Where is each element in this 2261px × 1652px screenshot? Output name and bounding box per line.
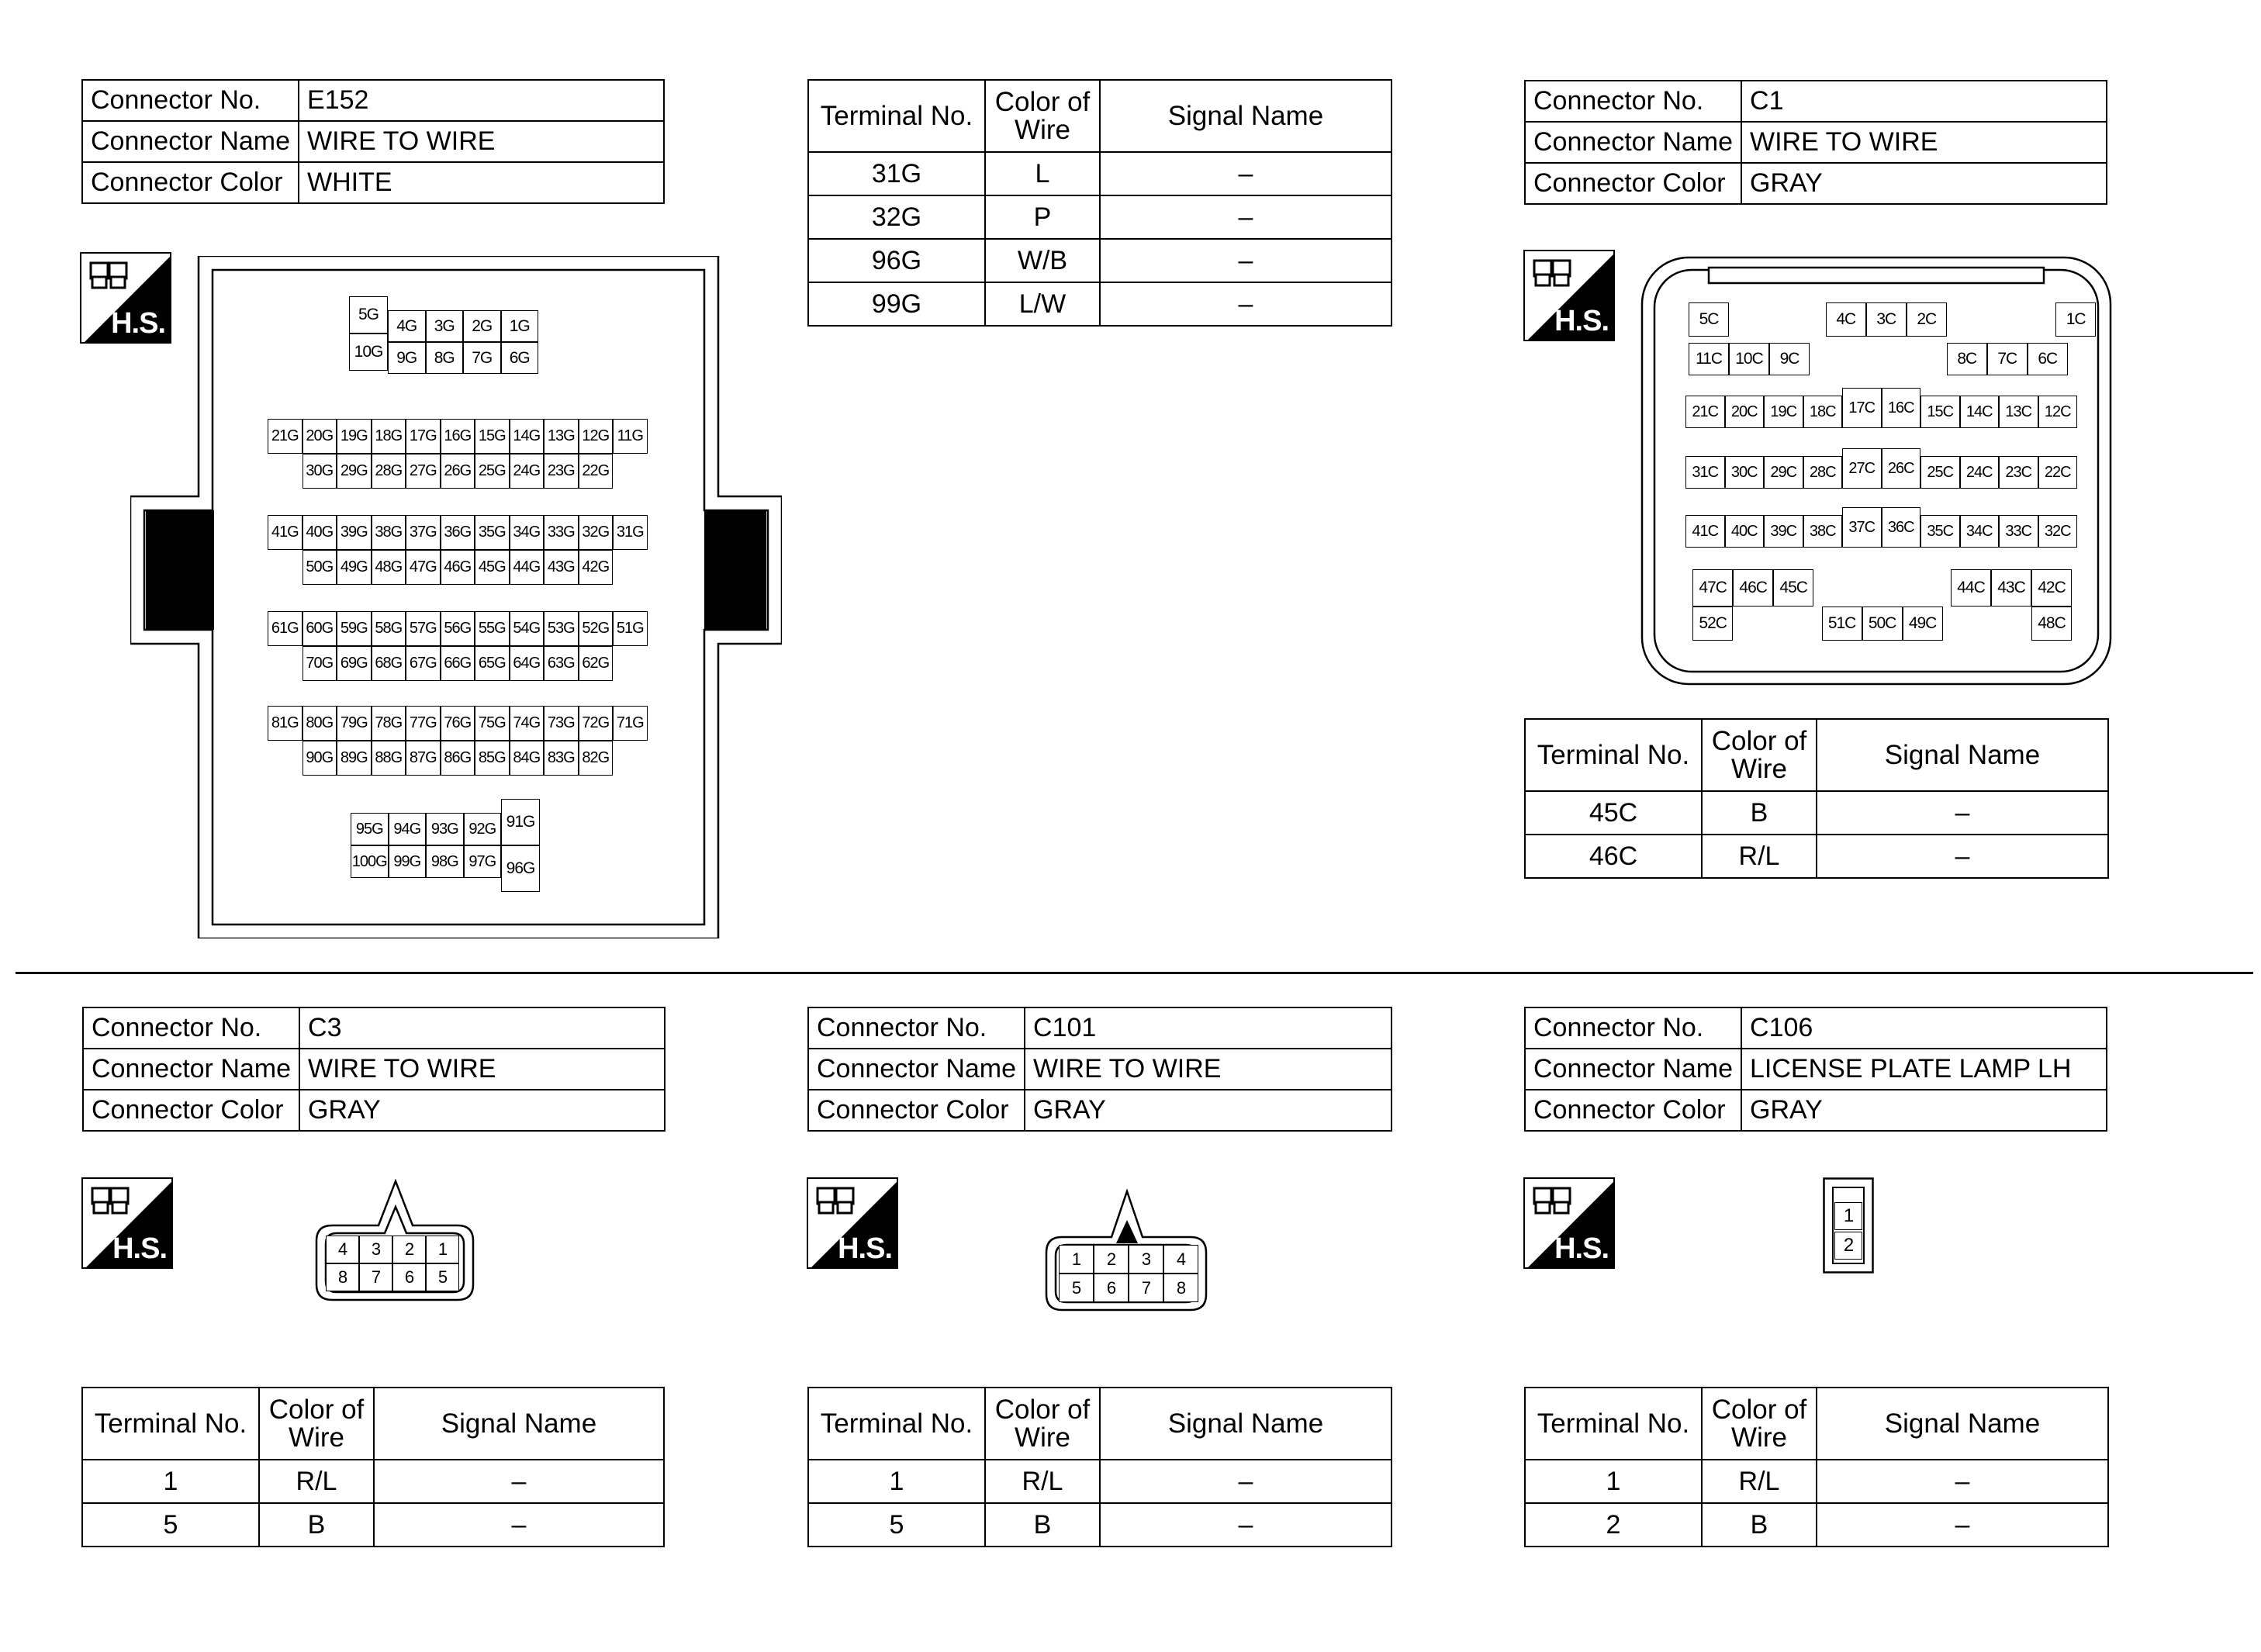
cavity-37C: 37C [1842,507,1882,548]
harness-side-icon [1523,1177,1615,1269]
cavity-50G: 50G [303,550,337,585]
cavity-52G: 52G [579,611,614,646]
cavity-39C: 39C [1764,515,1803,548]
connector-color-value: WHITE [299,162,664,203]
cavity-37G: 37G [406,515,441,550]
table-row: 5 B – [82,1503,664,1547]
cavity-5G: 5G [349,296,388,334]
cavity-29C: 29C [1764,456,1803,489]
cavity-46G: 46G [441,550,475,585]
connector-color-value: GRAY [1741,163,2107,204]
connector-name-value: WIRE TO WIRE [1025,1049,1392,1090]
signal-name-header: Signal Name [1100,1388,1392,1460]
cavity-53G: 53G [544,611,579,646]
cavity-75G: 75G [475,706,510,741]
cavity-36C: 36C [1882,507,1921,548]
table-row: 5 B – [808,1503,1392,1547]
cavity-54G: 54G [510,611,545,646]
cavity-93G: 93G [426,813,464,845]
connector-info-c106 [1524,1007,2107,1132]
cavity-2C: 2C [1907,302,1947,337]
cavity-8C: 8C [1947,343,1987,375]
cavity-43G: 43G [544,550,579,585]
connector-color-label: Connector Color [1525,1090,1741,1131]
cavity-7G: 7G [463,342,501,374]
cavity-24G: 24G [510,454,545,489]
cavity-49C: 49C [1903,607,1943,641]
cavity-3: 3 [1129,1245,1163,1274]
cavity-83G: 83G [544,741,579,776]
terminal-no-header: Terminal No. [808,1388,985,1460]
terminal-table-c3 [81,1387,665,1547]
table-row: 1 R/L – [82,1460,664,1503]
cavity-14C: 14C [1960,396,2000,428]
cavity-20C: 20C [1725,396,1765,428]
cavity-95G: 95G [351,813,389,845]
connector-color-label: Connector Color [82,162,299,203]
cavity-38G: 38G [372,515,406,550]
connector-diagram-c101 [1043,1189,1210,1313]
cavity-14G: 14G [510,419,545,454]
cavity-13G: 13G [544,419,579,454]
section-divider [16,972,2253,974]
cavity-1: 1 [1834,1202,1862,1230]
cavity-44G: 44G [510,550,545,585]
cavity-2G: 2G [463,310,501,342]
connector-name-value: WIRE TO WIRE [299,1049,665,1090]
table-row: 96G W/B – [808,239,1392,282]
cavity-61G: 61G [268,611,303,646]
cavity-4C: 4C [1826,302,1866,337]
cavity-7: 7 [1129,1274,1163,1302]
connector-color-value: GRAY [299,1090,665,1131]
cavity-63G: 63G [544,646,579,681]
cavity-25C: 25C [1920,456,1960,489]
cavity-4: 4 [326,1236,359,1263]
cavity-9G: 9G [388,342,426,374]
connector-no-value: E152 [299,80,664,121]
cavity-28C: 28C [1803,456,1843,489]
cavity-88G: 88G [372,741,406,776]
cavity-26G: 26G [441,454,475,489]
connector-info-c1 [1524,80,2107,205]
table-row: 1 R/L – [1525,1460,2108,1503]
cavity-40G: 40G [303,515,337,550]
connector-diagram-c1 [1640,256,2114,686]
terminal-table-c1 [1524,718,2109,879]
cavity-26C: 26C [1882,448,1921,489]
cavity-30G: 30G [303,454,337,489]
wire-color-header: Color of Wire [985,1388,1100,1460]
terminal-no-header: Terminal No. [1525,719,1702,791]
cavity-33G: 33G [544,515,579,550]
cavity-8: 8 [326,1263,359,1291]
cavity-2: 2 [392,1236,426,1263]
table-row: 32G P – [808,195,1392,239]
cavity-47C: 47C [1692,569,1733,607]
cavity-1: 1 [1059,1245,1094,1274]
cavity-31G: 31G [613,515,648,550]
connector-no-value: C106 [1741,1007,2107,1049]
cavity-40C: 40C [1725,515,1765,548]
connector-no-label: Connector No. [1525,1007,1741,1049]
cavity-60G: 60G [303,611,337,646]
connector-no-value: C3 [299,1007,665,1049]
cavity-49G: 49G [337,550,372,585]
cavity-22C: 22C [2038,456,2078,489]
cavity-39G: 39G [337,515,372,550]
cavity-42G: 42G [579,550,614,585]
cavity-96G: 96G [501,845,540,892]
harness-side-icon [807,1177,898,1269]
terminal-table-c101 [807,1387,1392,1547]
cavity-52C: 52C [1692,607,1733,641]
cavity-48C: 48C [2031,607,2072,641]
connector-info-c3 [82,1007,666,1132]
cavity-33C: 33C [1999,515,2038,548]
cavity-16C: 16C [1882,388,1921,428]
cavity-45G: 45G [475,550,510,585]
cavity-68G: 68G [372,646,406,681]
cavity-56G: 56G [441,611,475,646]
cavity-59G: 59G [337,611,372,646]
cavity-21C: 21C [1685,396,1725,428]
cavity-6C: 6C [2028,343,2068,375]
cavity-87G: 87G [406,741,441,776]
cavity-27G: 27G [406,454,441,489]
cavity-78G: 78G [372,706,406,741]
cavity-46C: 46C [1733,569,1773,607]
cavity-6: 6 [392,1263,426,1291]
cavity-19C: 19C [1764,396,1803,428]
cavity-7C: 7C [1987,343,2028,375]
cavity-15G: 15G [475,419,510,454]
connector-name-value: LICENSE PLATE LAMP LH [1741,1049,2107,1090]
connector-diagram-c106 [1823,1177,1874,1274]
cavity-19G: 19G [337,419,372,454]
terminal-table-c106 [1524,1387,2109,1547]
connector-name-value: WIRE TO WIRE [299,121,664,162]
cavity-32G: 32G [579,515,614,550]
connector-color-value: GRAY [1741,1090,2107,1131]
cavity-97G: 97G [464,845,502,878]
cavity-50C: 50C [1862,607,1903,641]
cavity-1: 1 [426,1236,459,1263]
table-row: 45C B – [1525,791,2108,835]
connector-no-label: Connector No. [82,80,299,121]
cavity-3G: 3G [426,310,464,342]
cavity-34G: 34G [510,515,545,550]
table-row: 1 R/L – [808,1460,1392,1503]
cavity-67G: 67G [406,646,441,681]
cavity-24C: 24C [1960,456,2000,489]
cavity-99G: 99G [389,845,427,878]
signal-name-header: Signal Name [1100,80,1392,152]
harness-side-icon [1523,250,1615,341]
connector-no-label: Connector No. [1525,81,1741,122]
cavity-27C: 27C [1842,448,1882,489]
cavity-29G: 29G [337,454,372,489]
cavity-10G: 10G [349,334,388,371]
cavity-47G: 47G [406,550,441,585]
cavity-2: 2 [1094,1245,1129,1274]
cavity-9C: 9C [1769,343,1810,375]
cavity-32C: 32C [2038,515,2078,548]
cavity-17G: 17G [406,419,441,454]
connector-diagram-e152 [130,256,782,938]
cavity-1G: 1G [501,310,539,342]
cavity-80G: 80G [303,706,337,741]
cavity-84G: 84G [510,741,545,776]
cavity-16G: 16G [441,419,475,454]
cavity-23G: 23G [544,454,579,489]
terminal-no-header: Terminal No. [82,1388,259,1460]
cavity-5C: 5C [1689,302,1729,337]
cavity-5: 5 [426,1263,459,1291]
connector-name-value: WIRE TO WIRE [1741,122,2107,163]
terminal-no-header: Terminal No. [1525,1388,1702,1460]
cavity-12C: 12C [2038,396,2078,428]
cavity-72G: 72G [579,706,614,741]
cavity-20G: 20G [303,419,337,454]
cavity-92G: 92G [464,813,502,845]
cavity-55G: 55G [475,611,510,646]
cavity-65G: 65G [475,646,510,681]
wire-color-header: Color of Wire [259,1388,374,1460]
wire-color-header: Color of Wire [1702,1388,1817,1460]
cavity-51C: 51C [1822,607,1862,641]
cavity-90G: 90G [303,741,337,776]
cavity-35C: 35C [1920,515,1960,548]
cavity-35G: 35G [475,515,510,550]
cavity-48G: 48G [372,550,406,585]
cavity-10C: 10C [1729,343,1769,375]
cavity-18G: 18G [372,419,406,454]
connector-no-value: C101 [1025,1007,1392,1049]
cavity-17C: 17C [1842,388,1882,428]
connector-info-e152 [81,79,665,204]
connector-color-value: GRAY [1025,1090,1392,1131]
cavity-28G: 28G [372,454,406,489]
cavity-89G: 89G [337,741,372,776]
cavity-79G: 79G [337,706,372,741]
connector-name-label: Connector Name [82,121,299,162]
cavity-11G: 11G [613,419,648,454]
cavity-94G: 94G [389,813,427,845]
connector-color-label: Connector Color [808,1090,1025,1131]
cavity-3: 3 [359,1236,392,1263]
connector-color-label: Connector Color [83,1090,299,1131]
cavity-23C: 23C [1999,456,2038,489]
cavity-77G: 77G [406,706,441,741]
cavity-7: 7 [359,1263,392,1291]
cavity-1C: 1C [2055,302,2096,337]
wire-color-header: Color of Wire [985,80,1100,152]
cavity-66G: 66G [441,646,475,681]
hs-label: H.S. [838,1232,892,1265]
cavity-98G: 98G [426,845,464,878]
cavity-41G: 41G [268,515,303,550]
cavity-71G: 71G [613,706,648,741]
hs-label: H.S. [112,1232,167,1265]
cavity-42C: 42C [2031,569,2072,607]
cavity-8G: 8G [426,342,464,374]
cavity-58G: 58G [372,611,406,646]
cavity-3C: 3C [1866,302,1907,337]
cavity-70G: 70G [303,646,337,681]
hs-label: H.S. [1554,305,1609,337]
cavity-25G: 25G [475,454,510,489]
cavity-34C: 34C [1960,515,2000,548]
connector-name-label: Connector Name [83,1049,299,1090]
terminal-table-e152 [807,79,1392,327]
cavity-6: 6 [1094,1274,1129,1302]
cavity-64G: 64G [510,646,545,681]
cavity-36G: 36G [441,515,475,550]
signal-name-header: Signal Name [1817,1388,2108,1460]
cavity-85G: 85G [475,741,510,776]
connector-color-label: Connector Color [1525,163,1741,204]
connector-diagram-c3 [313,1179,476,1303]
table-row: 46C R/L – [1525,835,2108,878]
cavity-15C: 15C [1920,396,1960,428]
hs-label: H.S. [1554,1232,1609,1265]
cavity-51G: 51G [613,611,648,646]
cavity-5: 5 [1059,1274,1094,1302]
cavity-74G: 74G [510,706,545,741]
cavity-91G: 91G [501,799,540,845]
table-row: 99G L/W – [808,282,1392,326]
connector-name-label: Connector Name [808,1049,1025,1090]
cavity-11C: 11C [1689,343,1729,375]
connector-info-c101 [807,1007,1392,1132]
wire-color-header: Color of Wire [1702,719,1817,791]
cavity-73G: 73G [544,706,579,741]
cavity-44C: 44C [1951,569,1991,607]
cavity-22G: 22G [579,454,614,489]
signal-name-header: Signal Name [1817,719,2108,791]
connector-no-label: Connector No. [808,1007,1025,1049]
connector-name-label: Connector Name [1525,122,1741,163]
cavity-31C: 31C [1685,456,1725,489]
cavity-4: 4 [1163,1245,1198,1274]
table-row: 31G L – [808,152,1392,195]
cavity-76G: 76G [441,706,475,741]
cavity-43C: 43C [1991,569,2031,607]
cavity-4G: 4G [388,310,426,342]
cavity-57G: 57G [406,611,441,646]
harness-side-icon [81,1177,173,1269]
cavity-100G: 100G [351,845,389,878]
table-row: 2 B – [1525,1503,2108,1547]
terminal-no-header: Terminal No. [808,80,985,152]
connector-no-value: C1 [1741,81,2107,122]
cavity-38C: 38C [1803,515,1843,548]
cavity-41C: 41C [1685,515,1725,548]
cavity-45C: 45C [1773,569,1813,607]
cavity-62G: 62G [579,646,614,681]
cavity-13C: 13C [1999,396,2038,428]
cavity-69G: 69G [337,646,372,681]
cavity-82G: 82G [579,741,614,776]
cavity-30C: 30C [1725,456,1765,489]
cavity-12G: 12G [579,419,614,454]
hs-label: H.S. [111,307,165,340]
connector-no-label: Connector No. [83,1007,299,1049]
cavity-21G: 21G [268,419,303,454]
cavity-6G: 6G [501,342,539,374]
signal-name-header: Signal Name [374,1388,664,1460]
cavity-86G: 86G [441,741,475,776]
cavity-2: 2 [1834,1232,1862,1260]
cavity-8: 8 [1163,1274,1198,1302]
cavity-18C: 18C [1803,396,1843,428]
cavity-81G: 81G [268,706,303,741]
connector-name-label: Connector Name [1525,1049,1741,1090]
